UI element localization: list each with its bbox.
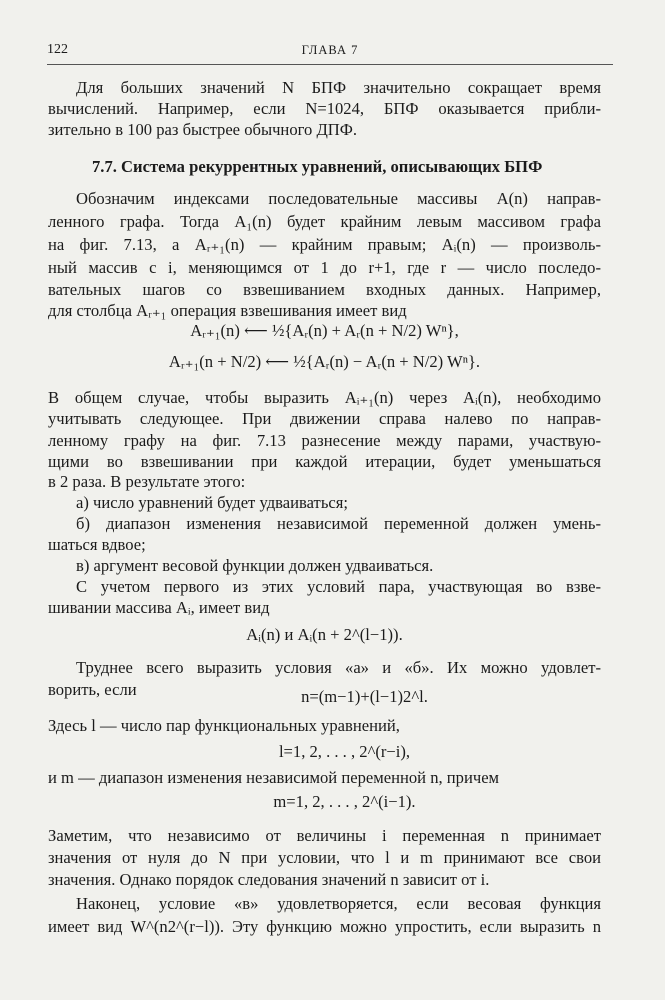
text-line: ленному графу на фиг. 7.13 разнесение между парами, участвую-: [48, 431, 601, 450]
page-number: 122: [47, 42, 68, 57]
text-line: значения от нуля до N при условии, что l и m принимают все свои: [48, 848, 601, 867]
text-line: на фиг. 7.13, а Aᵣ₊₁(n) — крайним правым; Aᵢ(n) — произволь-: [48, 235, 601, 254]
section-title: 7.7. Система рекуррентных уравнений, описывающих БПФ: [92, 157, 543, 176]
text-line: вычислений. Например, если N=1024, БПФ оказывается прибли-: [48, 99, 601, 118]
equation: Aᵣ₊₁(n) ⟵ ½{Aᵣ(n) + Aᵣ(n + N/2) Wⁿ},: [190, 321, 459, 340]
text-line: Для больших значений N БПФ значительно сокращает время: [76, 78, 601, 97]
text-line: учитывать следующее. При движении справа налево по направ-: [48, 409, 601, 428]
text-line: шивании массива Aᵢ, имеет вид: [48, 598, 270, 617]
equation: Aᵢ(n) и Aᵢ(n + 2^(l−1)).: [246, 625, 403, 644]
equation: Aᵣ₊₁(n + N/2) ⟵ ½{Aᵣ(n) − Aᵣ(n + N/2) Wⁿ}.: [168, 352, 481, 371]
running-header: [47, 42, 613, 62]
text-line: С учетом первого из этих условий пара, участвующая во взве-: [76, 577, 601, 596]
text-line: Здесь l — число пар функциональных уравнений,: [48, 716, 400, 735]
equation: m=1, 2, . . . , 2^(i−1).: [273, 792, 416, 811]
text-line: Заметим, что независимо от величины i переменная n принимает: [48, 826, 601, 845]
list-item: в) аргумент весовой функции должен удваиваться.: [76, 556, 434, 575]
list-item: б) диапазон изменения независимой переменной должен умень-: [76, 514, 601, 533]
list-item: а) число уравнений будет удваиваться;: [76, 493, 348, 512]
text-line: вательных шагов со взвешиванием входных данных. Например,: [48, 280, 601, 299]
text-line: для столбца Aᵣ₊₁ операция взвешивания имеет вид: [48, 301, 407, 320]
chapter-title: ГЛАВА 7: [301, 43, 359, 57]
text-line: ленного графа. Тогда A₁(n) будет крайним левым массивом графа: [48, 212, 601, 231]
list-item: шаться вдвое;: [48, 535, 146, 554]
text-line: ворить, если: [48, 680, 137, 699]
text-line: ный массив с i, меняющимся от 1 до r+1, где r — число последо-: [48, 258, 601, 277]
text-line: имеет вид W^(n2^(r−l)). Эту функцию можно упростить, если выразить n: [48, 917, 601, 936]
text-line: Обозначим индексами последовательные массивы A(n) направ-: [76, 189, 601, 208]
text-line: Наконец, условие «в» удовлетворяется, если весовая функция: [76, 894, 601, 913]
text-line: зительно в 100 раз быстрее обычного ДПФ.: [48, 120, 358, 139]
header-rule: [47, 64, 613, 65]
equation: n=(m−1)+(l−1)2^l.: [301, 687, 428, 706]
text-line: щими во взвешивании при каждой итерации, будет уменьшаться: [48, 452, 601, 471]
text-line: Труднее всего выразить условия «а» и «б». Их можно удовлет-: [76, 658, 601, 677]
text-line: В общем случае, чтобы выразить Aᵢ₊₁(n) через Aᵢ(n), необходимо: [48, 388, 601, 407]
equation: l=1, 2, . . . , 2^(r−i),: [278, 742, 411, 761]
text-line: значения. Однако порядок следования значений n зависит от i.: [48, 870, 490, 889]
text-line: и m — диапазон изменения независимой переменной n, причем: [48, 768, 500, 787]
text-line: в 2 раза. В результате этого:: [48, 472, 246, 491]
